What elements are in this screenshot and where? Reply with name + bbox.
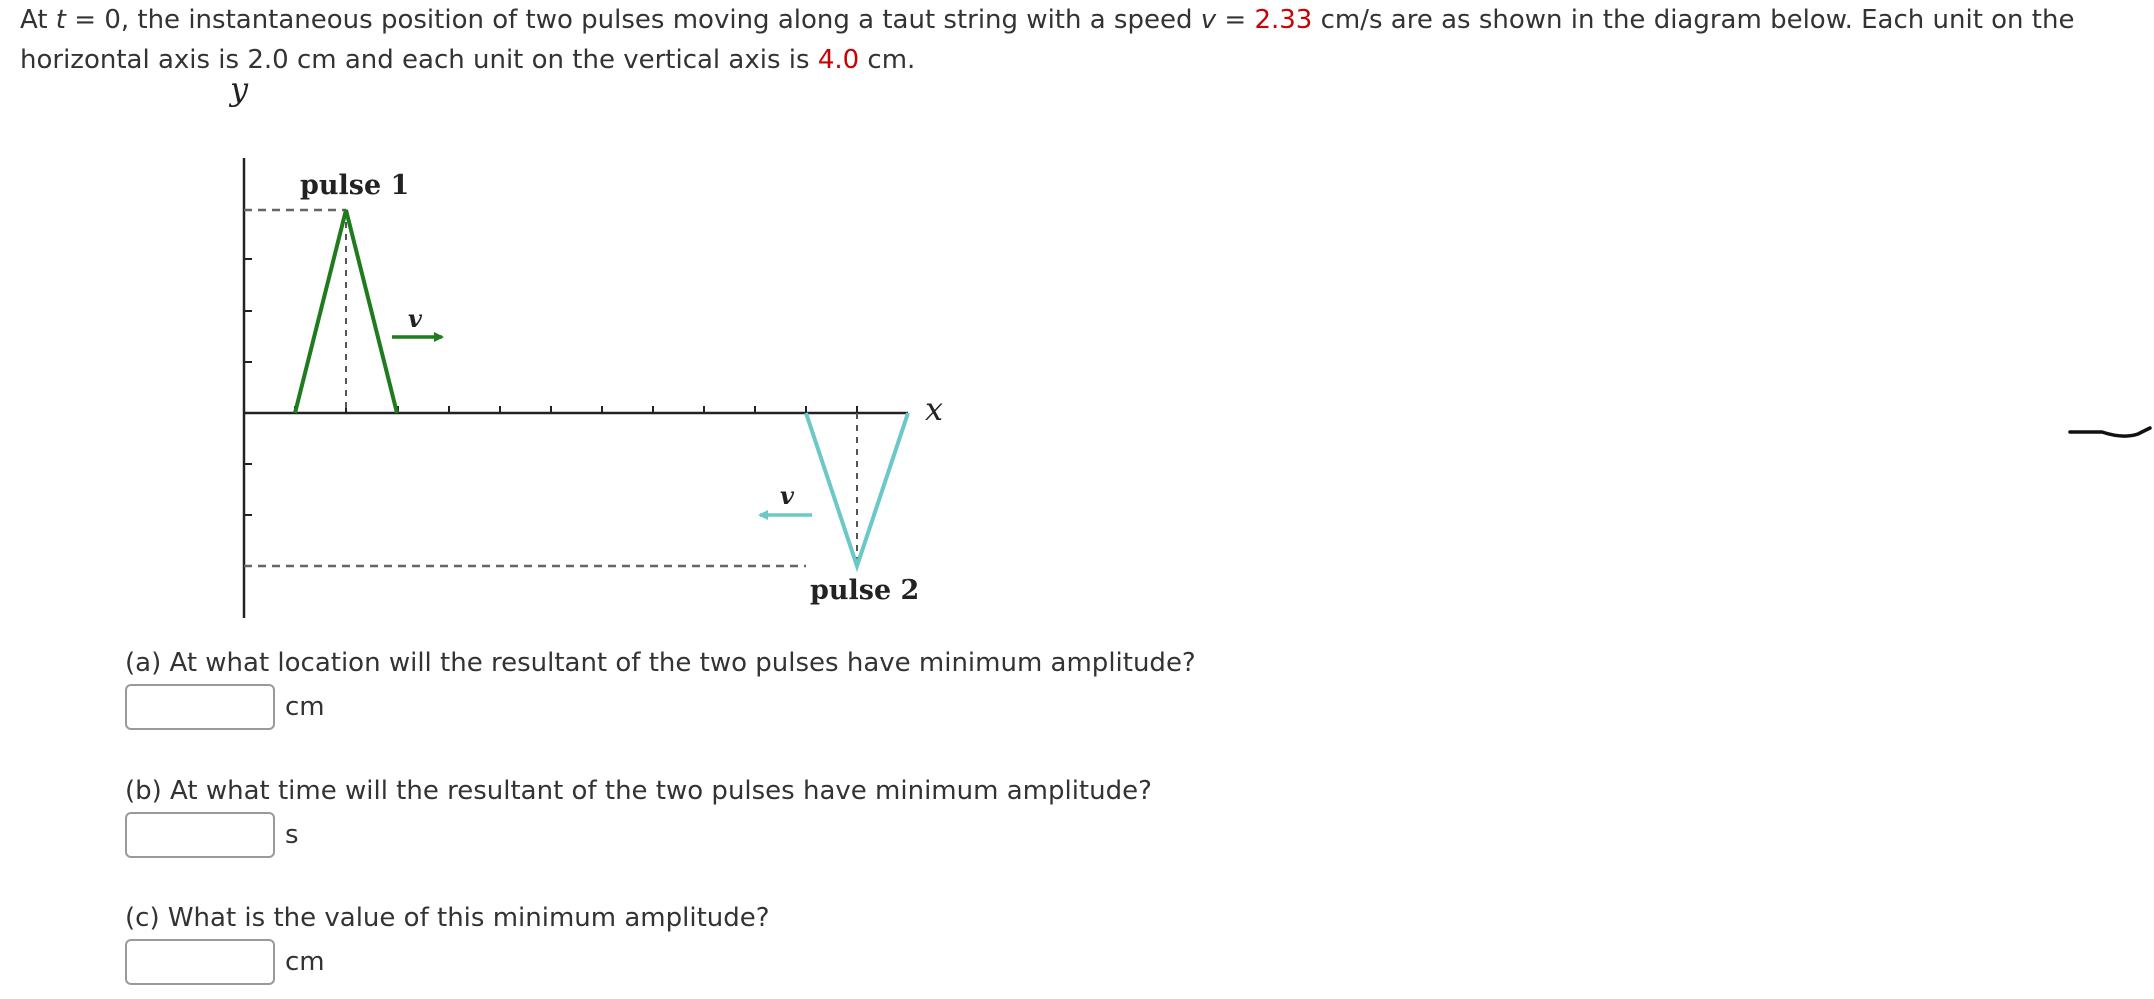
intro-text-1: At — [20, 5, 56, 35]
pulse-diagram — [200, 70, 960, 630]
intro-text-5: cm. — [859, 45, 916, 75]
question-c: (c) What is the value of this minimum amplitude? — [125, 903, 770, 933]
answer-row-a — [125, 682, 325, 732]
pulse2-velocity-label: v — [780, 481, 794, 510]
unit-label-c: cm — [285, 947, 325, 977]
unit-label-a: cm — [285, 692, 325, 722]
question-b: (b) At what time will the resultant of the two pulses have minimum amplitude? — [125, 776, 1152, 806]
speed-value: 2.33 — [1254, 5, 1313, 35]
question-a: (a) At what location will the resultant of the two pulses have minimum amplitude? — [125, 648, 1196, 678]
unit-label-b: s — [285, 820, 299, 850]
answer-input-a[interactable] — [125, 684, 275, 730]
pulse2-label: pulse 2 — [810, 575, 920, 606]
intro-text-2: = 0, the instantaneous position of two pulses moving along a taut string with a speed — [66, 5, 1201, 35]
answer-row-c — [125, 937, 325, 987]
pulse1-label: pulse 1 — [300, 170, 410, 201]
y-axis-label: y — [230, 70, 249, 108]
speed-symbol: v — [1200, 5, 1217, 35]
pen-stroke-mark — [2068, 418, 2152, 448]
answer-input-b[interactable] — [125, 812, 275, 858]
intro-text-3: = — [1216, 5, 1255, 35]
pulse1-velocity-label: v — [408, 304, 422, 333]
time-symbol: t — [55, 5, 66, 35]
answer-input-c[interactable] — [125, 939, 275, 985]
answer-row-b — [125, 810, 299, 860]
problem-statement — [20, 0, 2120, 80]
intro-text-4: cm/s are as shown in the diagram below. Each unit on the horizontal axis is 2.0 cm and each unit on the vertical axis is — [20, 5, 2075, 75]
vertical-unit-value: 4.0 — [817, 45, 860, 75]
x-axis-label: x — [925, 390, 944, 428]
